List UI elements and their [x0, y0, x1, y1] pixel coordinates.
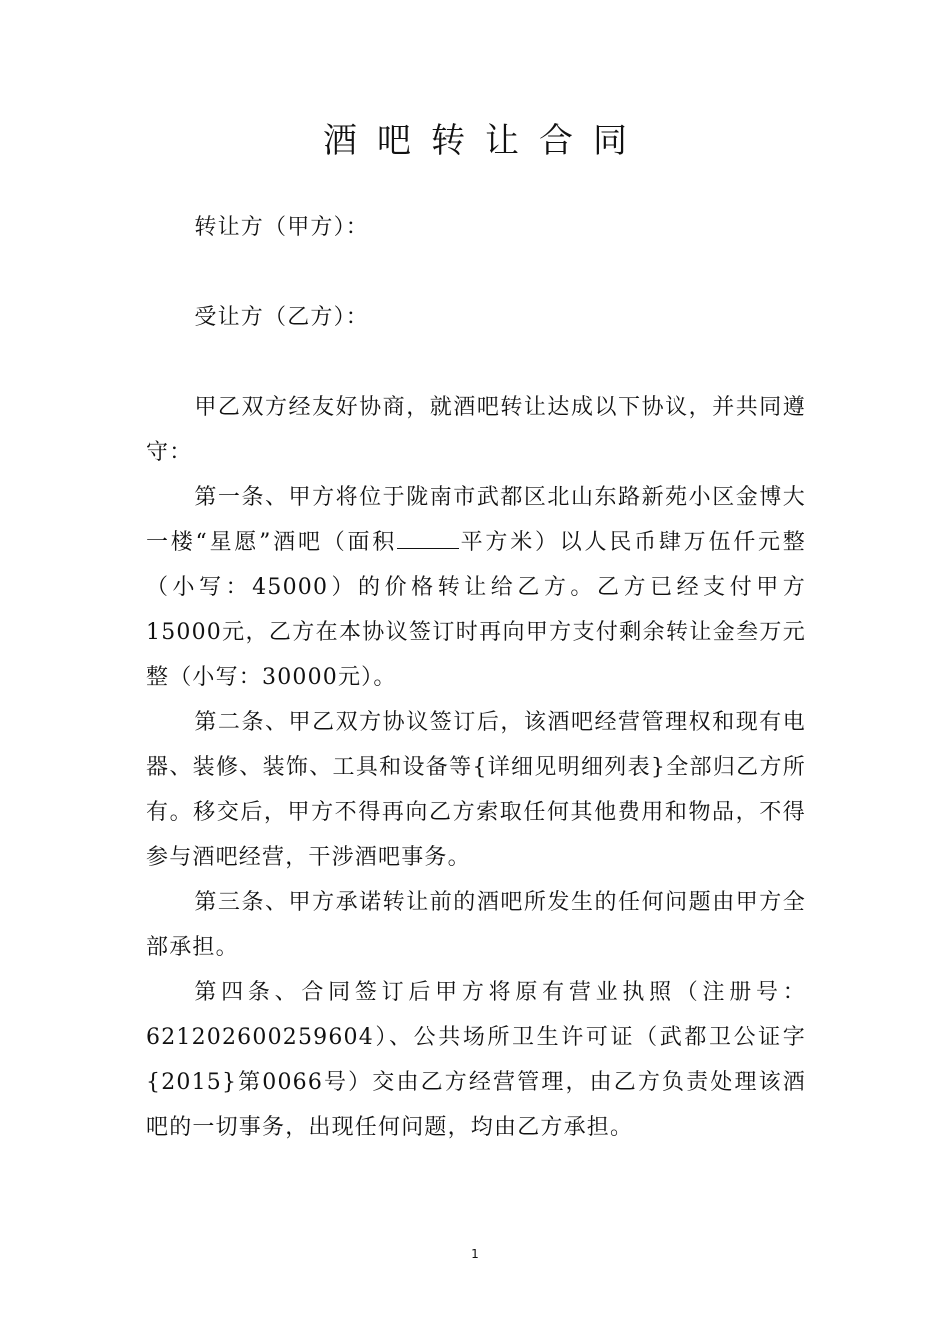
transferor-line: 转让方（甲方）：	[194, 215, 369, 240]
transferee-line: 受让方（乙方）：	[194, 305, 369, 330]
article-2-paragraph: 第二条、甲乙双方协议签订后，该酒吧经营管理权和现有电器、装修、装饰、工具和设备等{详细见明细列表}全部归乙方所有。移交后，甲方不得再向乙方索取任何其他费用和物品，不得参与酒吧经营，干涉酒吧事务。	[146, 710, 806, 870]
document-title: 酒吧转让合同	[323, 121, 647, 161]
article-1-paragraph	[146, 475, 806, 700]
article-1-text-before-blank: 第一条、甲方将位于陇南市武都区北山东路新苑小区金博大一楼“星愿”酒吧（面积	[146, 485, 806, 555]
document-body	[146, 205, 806, 1150]
intro-paragraph: 甲乙双方经友好协商，就酒吧转让达成以下协议，并共同遵守：	[146, 395, 806, 465]
page-number: 1	[471, 1247, 479, 1261]
area-blank-field	[397, 526, 459, 549]
article-4-paragraph: 第四条、合同签订后甲方将原有营业执照（注册号：621202600259604）、公共场所卫生许可证（武都卫公证字{2015}第0066号）交由乙方经营管理，由乙方负责处理该酒吧的一切事务，出现任何问题，均由乙方承担。	[146, 980, 806, 1140]
article-3-paragraph: 第三条、甲方承诺转让前的酒吧所发生的任何问题由甲方全部承担。	[146, 890, 806, 960]
article-1-text-after-blank: 平方米）以人民币肆万伍仟元整（小写：45000）的价格转让给乙方。乙方已经支付甲方15000元，乙方在本协议签订时再向甲方支付剩余转让金叁万元整（小写：30000元）。	[146, 530, 806, 690]
